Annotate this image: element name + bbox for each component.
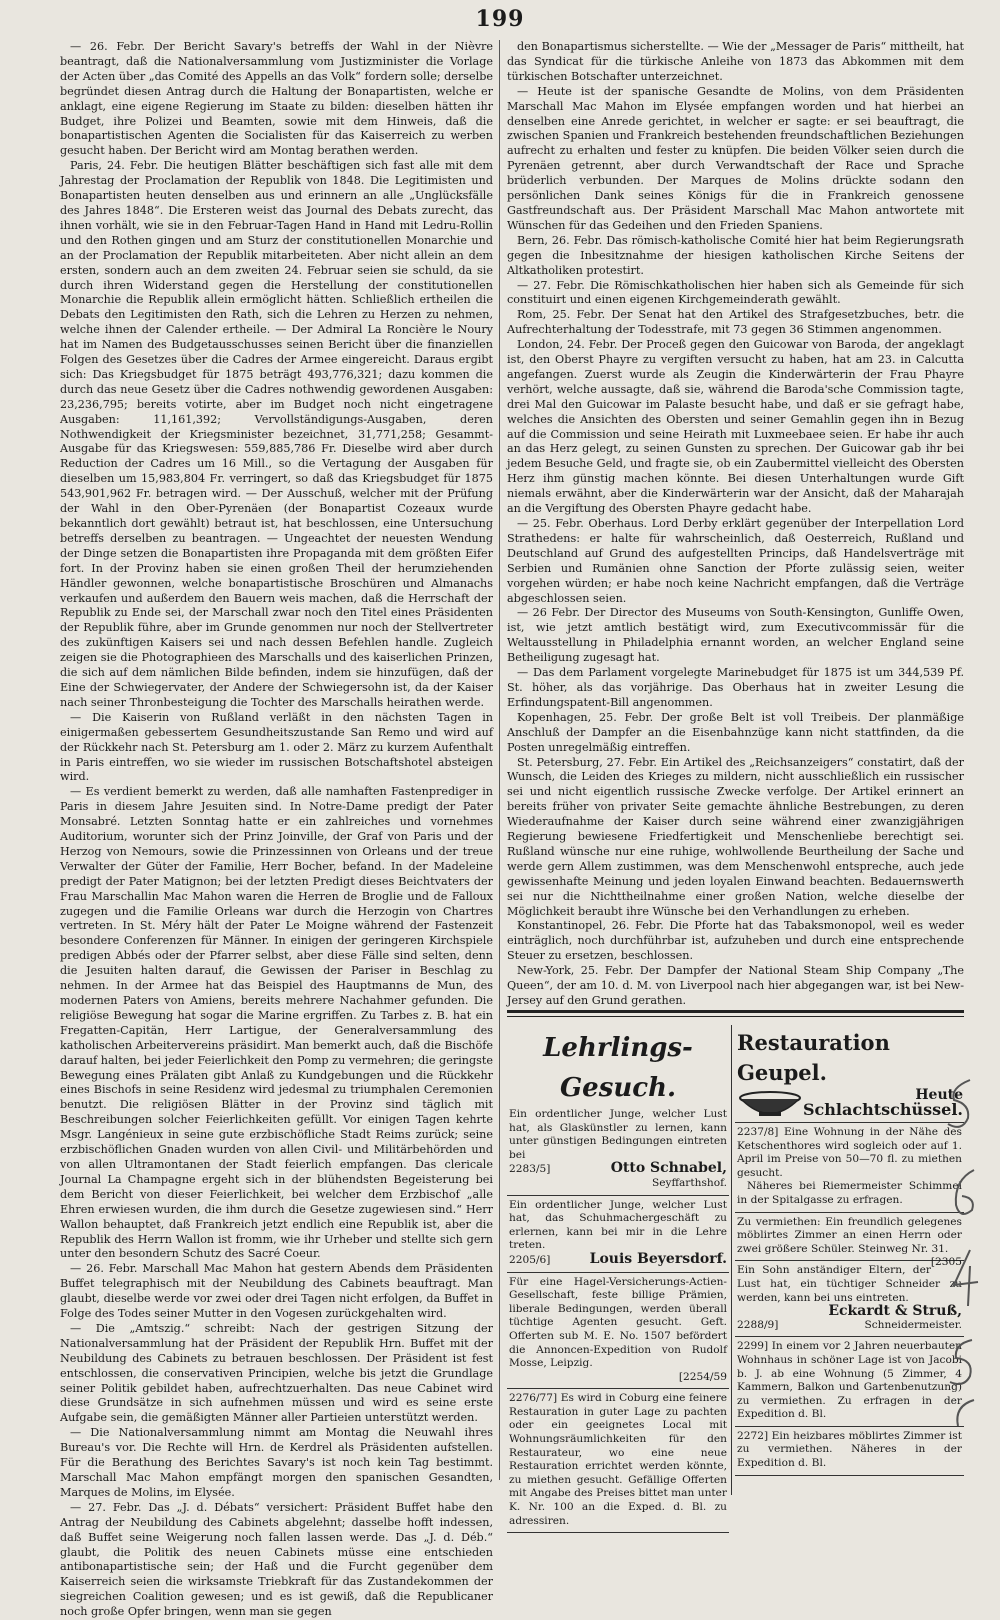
ads-right-column bbox=[735, 1025, 964, 1476]
ad-apartment-for-rent bbox=[735, 1337, 964, 1427]
article-paragraph: Bern, 26. Febr. Das römisch-katholische Comité hier hat beim Regierungsrath gegen die Inbesitznahme der hiesigen katholischen Kirche Seitens der Altkatholiken protestirt. bbox=[507, 233, 964, 277]
ad-restaurant-geupel bbox=[735, 1025, 964, 1123]
ad-text: 2237/8] Eine Wohnung in der Nähe des Ketschenthores wird sogleich oder auf 1. April im Preise von 50—70 fl. zu miethen gesucht. bbox=[737, 1126, 962, 1179]
pencil-marks-icon bbox=[940, 1070, 990, 1430]
article-paragraph: — Die Kaiserin von Rußland verläßt in den nächsten Tagen in einigermaßen gebessertem Gesundheitszustande San Remo und wird auf der Rückkehr nach St. Petersburg am 1. oder 2. März zu kurzem Aufenthalt in Paris eintreffen, wo sie wieder im russischen Botschaftshotel absteigen wird. bbox=[60, 710, 493, 784]
article-paragraph: Konstantinopel, 26. Febr. Die Pforte hat das Tabaksmonopol, weil es weder einträglich, noch durchführbar ist, aufzuheben und durch eine entsprechende Steuer zu ersetzen, beschlossen. bbox=[507, 919, 964, 963]
page-number: 199 bbox=[475, 6, 525, 32]
ad-location: Seyffarthshof. bbox=[651, 1176, 727, 1189]
ads-top-rule-thin bbox=[507, 1016, 964, 1017]
article-paragraph: St. Petersburg, 27. Febr. Ein Artikel des „Reichsanzeigers“ constatirt, daß der Wunsch, die Leiden des Krieges zu mildern, nicht ausschließlich ein russischer sei und nicht eigentlich russische Zwecke verfolge. Der Artikel erinnert an bereits früher von privater Seite gemachte ähnliche Bestrebungen, zu deren Wiederaufnahme der Kaiser durch seine während einer zwanzigjährigen Regierung bewiesene Friedfertigkeit und Menschenliebe berechtigt sei. Rußland wünsche nur eine ruhige, wohlwollende Beurtheilung der Sache und werde gern Allem zustimmen, was dem Menschenwohl entspreche, auch jede gewissenhafte Meinung und jeden loyalen Einwand beachten. Bedauernswerth sei nur die Nichttheilnahme einer großen Nation, welche dieselbe der Möglichkeit beraubt ihre Wünsche bei den Verhandlungen zu erheben. bbox=[507, 755, 964, 918]
ad-reference: 2283/5] bbox=[509, 1163, 551, 1176]
ad-apartment-wanted bbox=[735, 1123, 964, 1213]
ads-left-column bbox=[507, 1025, 729, 1533]
article-paragraph: — 27. Febr. Das „J. d. Débats“ versichert: Präsident Buffet habe den Antrag der Neubildung des Cabinets abgelehnt; dasselbe hofft indessen, daß Buffet seine Weigerung noch fallen lassen werde. Das „J. d. Déb.“ glaubt, die Politik des neuen Cabinets müsse eine entschieden antibonapartistische sein; der Haß und die Furcht gegenüber dem Kaiserreich seien die wirksamste Triebkraft für das Zustandekommen der siegreichen Coalition gewesen; und es ist gewiß, daß die Republicaner noch große Opfer bringen, wenn man sie gegen bbox=[60, 1500, 493, 1619]
ad-restaurant-lease bbox=[507, 1389, 729, 1533]
soup-bowl-icon bbox=[737, 1088, 803, 1118]
article-paragraph: Kopenhagen, 25. Febr. Der große Belt ist voll Treibeis. Der planmäßige Anschluß der Dampfer an die Eisenbahnzüge kann nicht stattfinden, da die Posten unregelmäßig eintreffen. bbox=[507, 710, 964, 754]
ad-apprentice-glass bbox=[507, 1025, 729, 1196]
article-paragraph: — Das dem Parlament vorgelegte Marinebudget für 1875 ist um 344,539 Pf. St. höher, als das vorjährige. Das Oberhaus hat in zweiter Lesung die Erfindungspatent-Bill angenommen. bbox=[507, 666, 964, 709]
ad-heated-room bbox=[735, 1427, 964, 1476]
ad-reference: 2205/6] bbox=[509, 1253, 551, 1266]
column-divider bbox=[499, 40, 500, 1480]
article-paragraph: Rom, 25. Febr. Der Senat hat den Artikel des Strafgesetzbuches, betr. die Aufrechterhaltung der Todesstrafe, mit 73 gegen 36 Stimmen angenommen. bbox=[507, 308, 964, 337]
article-paragraph: — 26. Febr. Marschall Mac Mahon hat gestern Abends dem Präsidenten Buffet telegraphisch mit der Neubildung des Cabinets beauftragt. Man glaubt, dieselbe werde vor zwei oder drei Tagen nicht erfolgen, da Buffet in Folge des Todes seiner Mutter in den Vogesen zurückgehalten wird. bbox=[60, 1262, 493, 1321]
ad-room-for-rent bbox=[735, 1213, 964, 1269]
ad-trade: Schneidermeister. bbox=[864, 1318, 962, 1331]
article-paragraph: den Bonapartismus sicherstellte. — Wie der „Messager de Paris“ mittheilt, hat das Syndicat für die türkische Anleihe von 1873 das Abkommen mit dem türkischen Botschafter unterzeichnet. bbox=[507, 40, 964, 83]
article-paragraph: — 26 Febr. Der Director des Museums von South-Kensington, Gunliffe Owen, ist, wie jetzt amtlich bestätigt wird, zum Executivcommissär für die Weltausstellung in Philadelphia ernannt worden, an welcher England seine Betheiligung zugesagt hat. bbox=[507, 606, 964, 665]
ad-advertiser: Eckardt & Struß, bbox=[828, 1303, 962, 1320]
ad-reference: [2254/59 bbox=[678, 1370, 727, 1383]
ad-text: 2276/77] Es wird in Coburg eine feinere Restauration in guter Lage zu pachten oder ein geeignetes Local mit Wohnungsräumlichkeiten für den Restaurateur, wo eine neue Restauration errichtet werden könnte, zu miethen gesucht. Gefällige Offerten mit Angabe des Preises bittet man unter K. Nr. 100 an die Exped. d. Bl. zu adressiren. bbox=[509, 1392, 727, 1527]
ads-top-rule bbox=[507, 1010, 964, 1013]
ad-headline: Lehrlings-Gesuch. bbox=[543, 1033, 693, 1103]
article-paragraph: — 26. Febr. Der Bericht Savary's betreffs der Wahl in der Nièvre beantragt, daß die Nationalversammlung vom Justizminister die Vorlage der Acten über „das Comité des Appells an das Volk“ fordern solle; derselbe begründet diesen Antrag durch die Haltung der Bonapartisten, welche er anklagt, eine eigene Regierung im Staate zu bilden: dieselben hätten ihr Budget, ihre Polizei und Beamten, sowie mit dem Hinweis, daß die bonapartistischen Agenten die Socialisten für das Kaiserreich zu werben gesucht haben. Der Bericht wird am Montag berathen werden. bbox=[60, 40, 493, 158]
article-paragraph: New-York, 25. Febr. Der Dampfer der National Steam Ship Company „The Queen“, der am 10. d. M. von Liverpool nach hier abgegangen war, ist bei New-Jersey auf den Grund gerathen. bbox=[507, 964, 964, 1007]
ad-insurance-agents bbox=[507, 1273, 729, 1390]
article-paragraph: — Heute ist der spanische Gesandte de Molins, von dem Präsidenten Marschall Mac Mahon im Elysée empfangen worden und hat hierbei an denselben eine Anrede gerichtet, in welcher er sagte: er sei beauftragt, die zwischen Spanien und Frankreich bestehenden freundschaftlichen Beziehungen aufrecht zu erhalten und fester zu knüpfen. Die beiden Völker seien durch die Pyrenäen getrennt, aber durch Verwandtschaft der Race und Sprache brüderlich verbunden. Der Marques de Molins drückte sodann den persönlichen Dank seines Königs für die in Frankreich genossene Gastfreundschaft aus. Der Präsident Marschall Mac Mahon antwortete mit Wünschen für das Gedeihen und den Frieden Spaniens. bbox=[507, 84, 964, 232]
ad-text-details: Näheres bei Riemermeister Schimmel in der Spitalgasse zu erfragen. bbox=[737, 1180, 962, 1206]
ad-text: Für eine Hagel-Versicherungs-Actien-Gesellschaft, feste billige Prämien, liberale Bedingungen, werden überall tüchtige Agenten gesucht. Geft. Offerten sub M. E. No. 1507 befördert die Annoncen-Expedition von Rudolf Mosse, Leipzig. bbox=[509, 1275, 727, 1370]
article-paragraph: — 25. Febr. Oberhaus. Lord Derby erklärt gegenüber der Interpellation Lord Strathedens: er halte für wahrscheinlich, daß Oesterreich, Rußland und Deutschland auf Grund des aufgestellten Princips, daß Handelsverträge mit Serbien und Rumänien ohne Sanction der Pforte zulässig seien, weiter vorgehen würden; er habe noch keine Nachricht empfangen, daß die Verträge abgeschlossen seien. bbox=[507, 517, 964, 605]
ad-advertiser: Otto Schnabel, bbox=[610, 1160, 727, 1177]
ad-text: Ein Sohn anständiger Eltern, der Lust hat, ein tüchtiger Schneider zu werden, kann bei uns eintreten. bbox=[737, 1264, 962, 1304]
ad-text: 2272] Ein heizbares möblirtes Zimmer ist zu vermiethen. Näheres in der Expedition d. Bl. bbox=[737, 1429, 962, 1470]
article-paragraph: — Die „Amtszig.“ schreibt: Nach der gestrigen Sitzung der Nationalversammlung hat der Präsident der Republik Hrn. Buffet mit der Neubildung des Cabinets zu betrauen beschlossen. Der Präsident ist fest entschlossen, die conservativen Principien, welche bis jetzt die Grundlage seiner Politik gebildet haben, aufrechtzuerhalten. Das neue Cabinet wird diese Grundsätze in sich aufnehmen müssen und wird es seine erste Aufgabe sein, die gemäßigten Männer aller Partieien unterstützt werden. bbox=[60, 1321, 493, 1425]
left-column bbox=[60, 40, 493, 1619]
ad-text: 2299] In einem vor 2 Jahren neuerbauten Wohnhaus in schöner Lage ist von Jacobi b. J. ab eine Wohnung (5 Zimmer, 4 Kammern, Balkon und Gartenbenutzung) zu vermiethen. Zu erfragen in der Expedition d. Bl. bbox=[737, 1340, 962, 1421]
article-paragraph: — Die Nationalversammlung nimmt am Montag die Neuwahl ihres Bureau's vor. Die Rechte will Hrn. de Kerdrel als Präsidenten aufstellen. Für die Berathung des Berichtes Savary's ist noch kein Tag bestimmt. Marschall Mac Mahon empfängt morgen den spanischen Gesandten, Marques de Molins, im Elysée. bbox=[60, 1426, 493, 1499]
article-paragraph: Paris, 24. Febr. Die heutigen Blätter beschäftigen sich fast alle mit dem Jahrestag der Proclamation der Republik von 1848. Die Legitimisten und Bonapartisten heuten denselben aus und erinnern an alle „Unglücksfälle des Jahres 1848“. Die Ersteren weist das Journal des Debats zurecht, das ihnen vorhält, wie sie in den Februar-Tagen Hand in Hand mit Ledru-Rollin und den Rothen gingen und am Sturz der constitutionellen Monarchie und an der Proclamation der Republik mitarbeiteten. Aber nicht allein an dem ersten, sondern auch an dem zweiten 24. Februar seien sie schuld, da sie durch ihren Widerstand gegen die Herstellung der constitutionellen Monarchie die Republik allein ermöglicht hätten. Schließlich ertheilen die Debats den Legitimisten den Rath, sich die Lehren zu Herzen zu nehmen, welche ihnen der Calender ertheile. — Der Admiral La Roncière le Noury hat im Namen des Budgetausschusses seinen Bericht über die finanziellen Folgen des Gesetzes über die Cadres der Armee eingereicht. Daraus ergibt sich: Das Kriegsbudget für 1875 beträgt 493,776,321; dazu kommen die durch das neue Gesetz über die Cadres nothwendig gewordenen Ausgaben: 23,236,795; bereits votirte, aber im Budget noch nicht eingetragene Ausgaben: 11,161,392; Vervollständigungs-Ausgaben, deren Nothwendigkeit der Kriegsminister bezeichnet, 31,771,258; Gesammt-Ausgabe für das Kriegswesen: 559,885,786 Fr. Dieselbe wird aber durch Reduction der Cadres um 16 Mill., so die Vertagung der Ausgaben für dieselben um 15,983,804 Fr. verringert, so daß das Kriegsbudget für 1875 543,901,962 Fr. betragen wird. — Der Ausschuß, welcher mit der Prüfung der Wahl in den Ober-Pyrenäen (der Bonapartist Cozeaux wurde bekanntlich dort gewählt) betraut ist, hat beschlossen, eine Untersuchung betreffs derselben zu beantragen. — Ungeachtet der neuesten Wendung der Dinge setzen die Bonapartisten ihre Propaganda mit dem größten Eifer fort. In der Provinz haben sie einen großen Theil der herumziehenden Händler gewonnen, welche bonapartistische Broschüren und Almanachs verkaufen und außerdem den Bauern weis machen, daß die Herrschaft der Republik zu Ende sei, der Marschall zwar noch den Titel eines Präsidenten der Republik führe, aber im Grunde genommen nur noch der Stellvertreter des zukünftigen Kaisers sei und nach dessen Befehlen handle. Zugleich zeigen sie die Photographieen des Marschalls und des kaiserlichen Prinzen, die sich auf dem nämlichen Bilde befinden, indem sie hinzufügen, daß der Eine der Schwiegervater, der Andere der Schwiegersohn ist, da der Kaiser nach seiner Thronbesteigung die Tochter des Marschalls heirathen werde. bbox=[60, 159, 493, 709]
ads-column-divider bbox=[731, 1025, 732, 1495]
article-paragraph: London, 24. Febr. Der Proceß gegen den Guicowar von Baroda, der angeklagt ist, den Oberst Phayre zu vergiften versucht zu haben, hat am 23. in Calcutta angefangen. Zuerst wurde als Zeugin die Kinderwärterin der Frau Phayre verhört, welche aussagte, daß sie, während die Baroda'sche Commission tagte, drei Mal den Guicowar im Palaste besucht habe, und daß er sie gefragt habe, welches die Ansichten des Obersten und seiner Gemahlin gegen ihn in Bezug auf die Commission und seine Heirath mit Luxmeebaee seien. Er habe ihr auch an das Herz gelegt, zu seinen Gunsten zu sprechen. Der Guicowar gab ihr bei jedem Besuche Geld, und fragte sie, ob ein Zaubermittel vielleicht des Obersten Herz ihm günstig machen könnte. Bei diesen Unterhaltungen wurde Gift niemals erwähnt, aber die Kinderwärterin war der Ansicht, daß der Maharajah an die Vergiftung des Obersten Phayre gedacht habe. bbox=[507, 338, 964, 516]
ad-text: Ein ordentlicher Junge, welcher Lust hat, das Schuhmachergeschäft zu erlernen, kann bei mir in die Lehre treten. bbox=[509, 1198, 727, 1252]
ad-reference: [2305 bbox=[930, 1256, 962, 1269]
ad-dish: Schlachtschüssel. bbox=[803, 1100, 963, 1119]
ad-text: Zu vermiethen: Ein freundlich gelegenes möblirtes Zimmer an einen Herrn oder zwei größere Schüler. Steinweg Nr. 31. bbox=[737, 1215, 962, 1255]
article-paragraph: — 27. Febr. Die Römischkatholischen hier haben sich als Gemeinde für sich constituirt und einen eigenen Kirchgemeinderath gewählt. bbox=[507, 278, 964, 307]
ad-tailor-apprentice bbox=[735, 1261, 964, 1337]
ad-headline: Restauration Geupel. bbox=[737, 1030, 890, 1085]
article-paragraph: — Es verdient bemerkt zu werden, daß alle namhaften Fastenprediger in Paris in diesem Jahre Jesuiten sind. In Notre-Dame predigt der Pater Monsabré. Letzten Sonntag hatte er ein zahlreiches und vornehmes Auditorium, worunter sich der Prinz Joinville, der Graf von Paris und der Herzog von Nemours, sowie die Prinzessinnen von Orleans und der treue Verwalter der Güter der Familie, Herr Bocher, befand. In der Madeleine predigt der Pater Matignon; bei der letzten Predigt dieses Beichtvaters der Frau Marschallin Mac Mahon waren die Herren de Broglie und de Falloux zugegen und die Familie Orleans war durch die Herzogin von Chartres vertreten. In St. Méry hält der Pater Le Moigne während der Fastenzeit besondere Conferenzen für Männer. In einigen der geringeren Kirchspiele predigen Abbés oder der Pfarrer selbst, aber diese Fälle sind selten, denn die Jesuiten halten darauf, die Gewissen der Pariser in Beschlag zu nehmen. In der Armee hat das Beispiel des Hauptmanns de Mun, des modernen Paters von Amiens, bereits mehrere Nachahmer gefunden. Die religiöse Bewegung hat sogar die Marine ergriffen. Zu Tarbes z. B. hat ein Fregatten-Capitän, Herr Lartigue, der Generalversammlung des katholischen Arbeitervereins präsidirt. Man bemerkt auch, daß die Bischöfe darauf halten, bei jeder Feierlichkeit den Pomp zu vermehren; die geringste Bewegung eines Prälaten gibt Anlaß zu Kundgebungen und die Rückkehr eines Bischofs in seine Residenz wird jedesmal zu triumphalen Ceremonien benutzt. Die religiösen Blätter in der Provinz sind täglich mit Beschreibungen solcher Feierlichkeiten gefüllt. Vor einigen Tagen kehrte Msgr. Langénieux in seine gute erzbischöfliche Stadt Reims zurück; seine erzbischöflichen Gnaden wurden von allen Civil- und Militärbehörden und von allen Ultramontanen der Stadt feierlich empfangen. Das clericale Journal La Champagne ergeht sich in der blühendsten Begeisterung bei dem Bericht von dieser Feierlichkeit, bei welcher dem Erzbischof „alle Ehren erwiesen wurden, die ihm durch die Gesetze zugewiesen sind.“ Herr Wallon behauptet, daß Frankreich jetzt endlich eine Republik ist, aber die Republik des Herrn Wallon ist fromm, wie ihr Urheber und stellte sich gern unter den besondern Schutz des Sacré Coeur. bbox=[60, 785, 493, 1261]
ad-reference: 2288/9] bbox=[737, 1318, 779, 1331]
ad-apprentice-shoemaker bbox=[507, 1196, 729, 1273]
ad-today-label: Heute bbox=[915, 1087, 963, 1104]
ad-text: Ein ordentlicher Junge, welcher Lust hat, als Glaskünstler zu lernen, kann unter günstigen Bedingungen eintreten bei bbox=[509, 1108, 727, 1161]
ad-advertiser: Louis Beyersdorf. bbox=[589, 1250, 727, 1267]
right-column bbox=[507, 40, 964, 1007]
